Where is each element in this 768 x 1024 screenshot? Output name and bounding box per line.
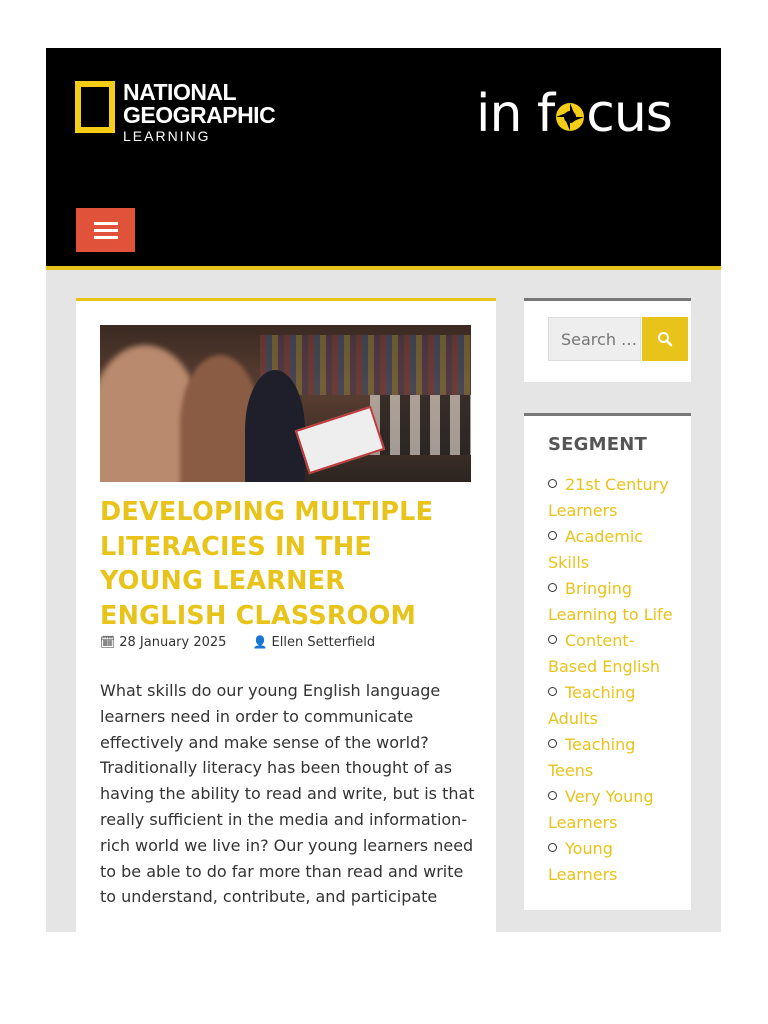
open-book bbox=[295, 406, 385, 474]
student-reading bbox=[245, 370, 305, 482]
in-focus-prefix: in f bbox=[476, 84, 555, 144]
article-meta bbox=[100, 635, 471, 650]
hamburger-icon-bar bbox=[94, 222, 118, 225]
search-icon bbox=[657, 331, 673, 347]
ng-logo-line-3: LEARNING bbox=[123, 128, 211, 144]
segment-title: SEGMENT bbox=[548, 434, 647, 455]
segment-item[interactable]: Teaching Adults bbox=[548, 680, 678, 732]
search-button[interactable] bbox=[642, 317, 688, 361]
user-icon: 👤 bbox=[252, 635, 268, 649]
aperture-icon bbox=[554, 101, 586, 133]
segment-item[interactable]: 21st Century Learners bbox=[548, 472, 678, 524]
segment-item[interactable]: Academic Skills bbox=[548, 524, 678, 576]
article-author[interactable]: Ellen Setterfield bbox=[271, 635, 376, 650]
students-background bbox=[370, 395, 471, 455]
segment-item[interactable]: Very Young Learners bbox=[548, 784, 678, 836]
segment-list bbox=[548, 472, 678, 888]
segment-item[interactable]: Content-Based English bbox=[548, 628, 678, 680]
article-author-wrap bbox=[253, 635, 376, 650]
in-focus-logo[interactable] bbox=[476, 84, 686, 144]
article-date[interactable]: 28 January 2025 bbox=[119, 635, 227, 650]
article-featured-image[interactable] bbox=[100, 325, 471, 482]
search-input[interactable] bbox=[548, 317, 641, 361]
calendar-icon: 🗓 bbox=[100, 635, 116, 649]
segment-item[interactable]: Bringing Learning to Life bbox=[548, 576, 678, 628]
article-excerpt: What skills do our young English language learners need in order to communicate effectively and make sense of the world? Traditionally literacy has been thought of as having the ability to read and write, but is that really sufficient in the media and information-rich world we live in? Our young learners need to be able to do far more than read and write to understand, contribute, and participate bbox=[100, 681, 475, 907]
segment-widget bbox=[524, 413, 691, 910]
menu-toggle-button[interactable] bbox=[76, 208, 135, 252]
ng-yellow-border-icon bbox=[75, 81, 115, 133]
hamburger-icon-bar bbox=[94, 229, 118, 232]
national-geographic-logo[interactable] bbox=[75, 81, 275, 151]
in-focus-suffix: cus bbox=[586, 84, 672, 144]
site-header bbox=[46, 48, 721, 270]
article-title[interactable]: DEVELOPING MULTIPLE LITERACIES IN THE YOUNG LEARNER ENGLISH CLASSROOM bbox=[100, 497, 434, 631]
segment-item[interactable]: Young Learners bbox=[548, 836, 678, 888]
ng-logo-line-1: NATIONAL bbox=[123, 79, 237, 105]
page-wrapper bbox=[46, 48, 721, 932]
ng-logo-line-2: GEOGRAPHIC bbox=[123, 102, 276, 128]
article-date-wrap bbox=[100, 635, 226, 650]
article-card bbox=[76, 298, 496, 932]
hamburger-icon-bar bbox=[94, 236, 118, 239]
search-widget bbox=[524, 298, 691, 382]
ng-logo-text bbox=[123, 81, 275, 145]
segment-item[interactable]: Teaching Teens bbox=[548, 732, 678, 784]
